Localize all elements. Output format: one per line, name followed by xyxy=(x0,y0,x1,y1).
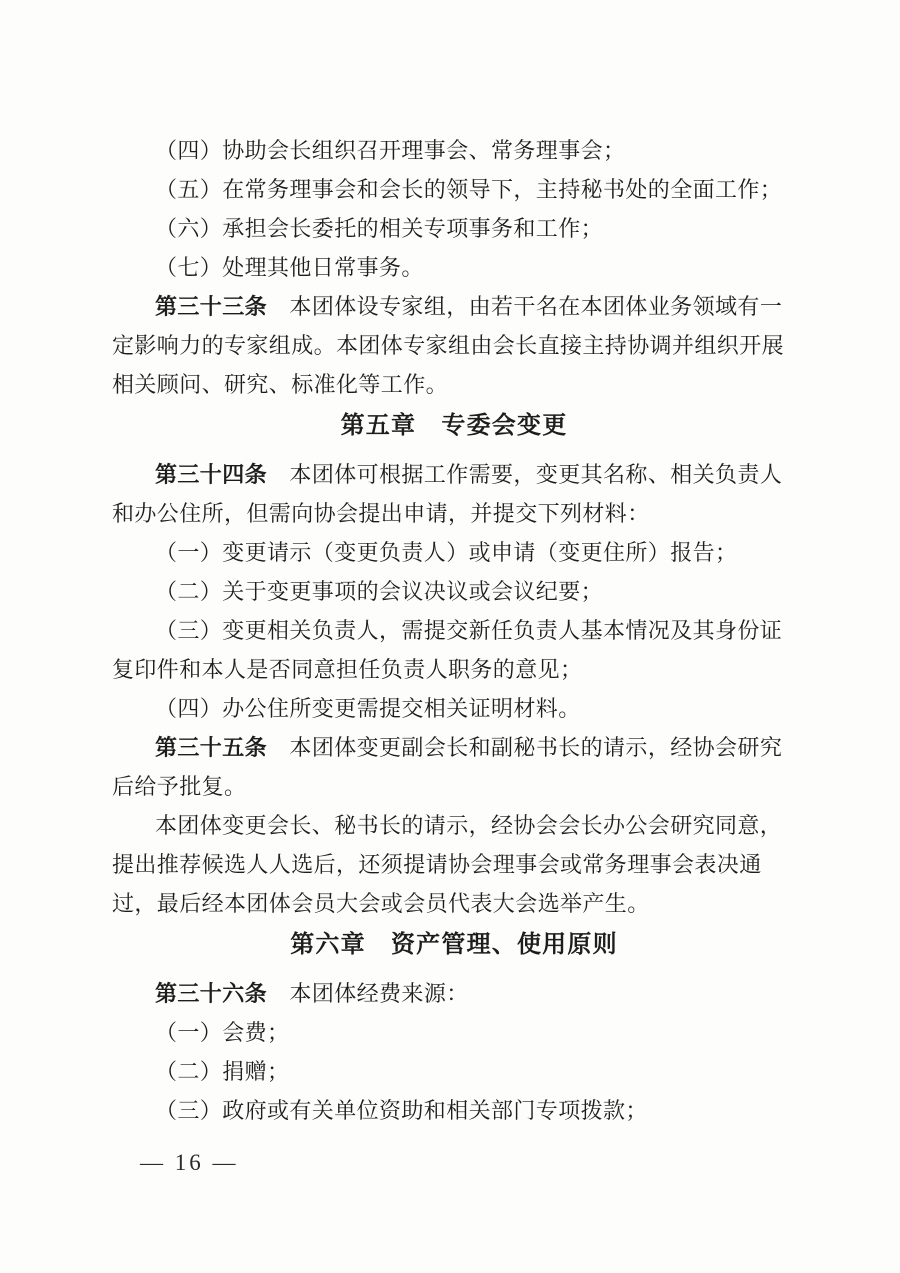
line-text: （一）变更请示（变更负责人）或申请（变更住所）报告； xyxy=(155,540,738,565)
line-text: （六）承担会长委托的相关专项事务和工作； xyxy=(155,216,604,241)
text-line xyxy=(112,326,796,365)
chapter-heading-text: 第五章 专委会变更 xyxy=(340,412,568,439)
page-number: — 16 — xyxy=(140,1150,239,1175)
line-text: 定影响力的专家组成。本团体专家组由会长直接主持协调并组织开展 xyxy=(112,333,785,358)
article-number: 第三十三条 xyxy=(155,294,268,319)
text-line xyxy=(112,650,796,689)
text-line xyxy=(112,767,796,806)
line-text: 本团体设专家组，由若干名在本团体业务领域有一 xyxy=(267,294,783,319)
text-line xyxy=(112,170,796,209)
text-line xyxy=(112,611,796,650)
article-line xyxy=(112,287,796,326)
article-line xyxy=(112,974,796,1013)
text-line xyxy=(112,533,796,572)
line-text: 复印件和本人是否同意担任负责人职务的意见； xyxy=(112,657,583,682)
article-number: 第三十六条 xyxy=(155,981,268,1006)
line-text: （二）捐赠； xyxy=(155,1059,290,1084)
text-line xyxy=(112,806,796,845)
line-text: 本团体可根据工作需要，变更其名称、相关负责人 xyxy=(267,462,783,487)
text-line xyxy=(112,209,796,248)
line-text: 提出推荐候选人人选后，还须提请协会理事会或常务理事会表决通 xyxy=(112,852,762,877)
line-text: （三）政府或有关单位资助和相关部门专项拨款； xyxy=(155,1098,648,1123)
line-text: 本团体变更会长、秘书长的请示，经协会会长办公会研究同意， xyxy=(155,813,783,838)
line-text: （七）处理其他日常事务。 xyxy=(155,255,424,280)
text-line xyxy=(112,572,796,611)
text-line xyxy=(112,1013,796,1052)
line-text: （五）在常务理事会和会长的领导下，主持秘书处的全面工作； xyxy=(155,177,783,202)
chapter-heading-text: 第六章 资产管理、使用原则 xyxy=(290,931,618,958)
line-text: 和办公住所，但需向协会提出申请，并提交下列材料： xyxy=(112,501,650,526)
text-line xyxy=(112,1091,796,1130)
article-number: 第三十四条 xyxy=(155,462,268,487)
line-text: （四）办公住所变更需提交相关证明材料。 xyxy=(155,696,581,721)
text-line xyxy=(112,131,796,170)
line-text: （二）关于变更事项的会议决议或会议纪要； xyxy=(155,579,604,604)
article-line xyxy=(112,455,796,494)
line-text: 相关顾问、研究、标准化等工作。 xyxy=(112,372,449,397)
line-text: （四）协助会长组织召开理事会、常务理事会； xyxy=(155,138,626,163)
text-line xyxy=(112,365,796,404)
chapter-heading-6 xyxy=(112,924,796,965)
line-text: 后给予批复。 xyxy=(112,774,247,799)
text-line xyxy=(112,689,796,728)
article-number: 第三十五条 xyxy=(155,735,268,760)
line-text: 本团体变更副会长和副秘书长的请示，经协会研究 xyxy=(267,735,783,760)
text-line xyxy=(112,884,796,923)
article-line xyxy=(112,728,796,767)
text-line xyxy=(112,845,796,884)
text-line xyxy=(112,248,796,287)
line-text: （一）会费； xyxy=(155,1020,290,1045)
line-text: 本团体经费来源： xyxy=(267,981,469,1006)
chapter-heading-5 xyxy=(112,405,796,446)
line-text: （三）变更相关负责人，需提交新任负责人基本情况及其身份证 xyxy=(155,618,783,643)
document-body xyxy=(112,131,796,1130)
text-line xyxy=(112,494,796,533)
text-line xyxy=(112,1052,796,1091)
line-text: 过，最后经本团体会员大会或会员代表大会选举产生。 xyxy=(112,891,650,916)
